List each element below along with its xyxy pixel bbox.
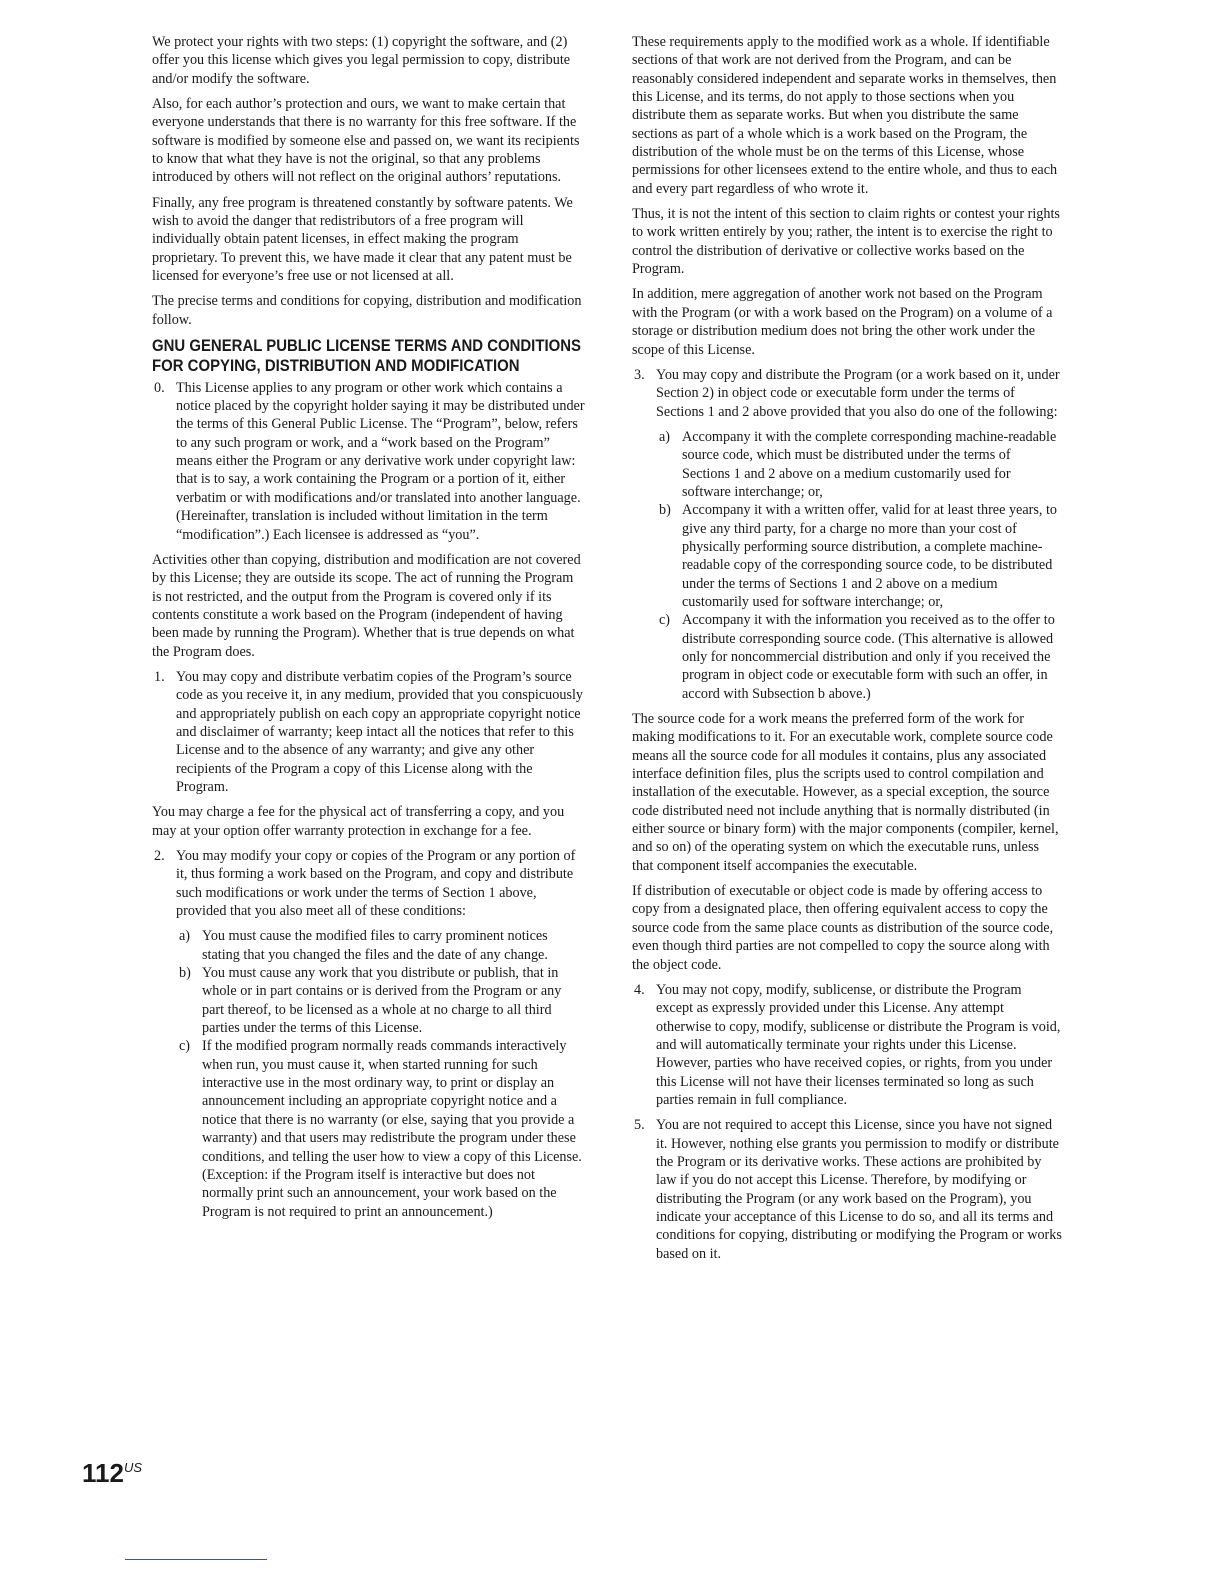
paragraph: These requirements apply to the modified work as a whole. If identifiable sections of that work are not derived from the Program, and can be reasonably considered independent and separate works in themselves, then this License, and its terms, do not apply to those sections when you distribute them as separate works. But when you distribute the same sections as part of a whole which is a work based on the Program, the distribution of the whole must be on the terms of this License, whose permissions for other licensees extend to the entire whole, and thus to each and every part regardless of who wrote it. <box>632 34 1058 197</box>
sub-item-text: Accompany it with the information you received as to the offer to distribute corresponding source code. (This alternative is allowed only for noncommercial distribution and only if you received the program in object code or executable form with such an offer, in accord with Subsection b above.) <box>682 612 1055 702</box>
sub-item-2b <box>152 964 585 1037</box>
paragraph: If distribution of executable or object code is made by offering access to copy from a designated place, then offering equivalent access to copy the source code from the same place counts as distribution of the source code, even though third parties are not compelled to copy the source along with the object code. <box>632 883 1054 973</box>
item-text: You may not copy, modify, sublicense, or distribute the Program except as expressly provided under this License. Any attempt otherwise to copy, modify, sublicense or distribute the Program is void, and will automatically terminate your rights under this License. However, parties who have received copies, or rights, from you under this License will not have their licenses terminated so long as such parties remain in full compliance. <box>656 981 1061 1108</box>
sub-item-2a <box>152 927 585 964</box>
sub-item-letter: c) <box>179 1038 191 1055</box>
item-number: 5. <box>634 1117 645 1134</box>
numbered-item-2 <box>152 847 585 920</box>
sub-item-3b <box>632 501 1062 611</box>
paragraph: Activities other than copying, distribution and modification are not covered by this License; they are outside its scope. The act of running the Program is not restricted, and the output from the Program is covered only if its contents constitute a work based on the Program (independent of having been made by running the Program). Whether that is true depends on what the Program does. <box>152 551 581 660</box>
footer-divider <box>125 1559 267 1560</box>
page-number <box>82 1458 142 1489</box>
item-number: 1. <box>154 668 165 685</box>
item-text: You may modify your copy or copies of the Program or any portion of it, thus forming a work based on the Program, and copy and distribute such modifications or work under the terms of Section 1 above, provided that you also meet all of these conditions: <box>176 848 576 920</box>
sub-list-2 <box>152 927 585 1221</box>
sub-item-letter: a) <box>659 428 671 445</box>
item-number: 0. <box>154 379 165 396</box>
paragraph: Also, for each author’s protection and ours, we want to make certain that everyone understands that there is no warranty for this free software. If the software is modified by someone else and passed on, we want its recipients to know that what they have is not the original, so that any problems introduced by others will not reflect on the original authors’ reputations. <box>152 96 580 186</box>
sub-item-letter: b) <box>179 965 191 982</box>
item-text: You may copy and distribute verbatim copies of the Program’s source code as you receive it, in any medium, provided that you conspicuously and appropriately publish on each copy an appropriate copyright notice and disclaimer of warranty; keep intact all the notices that refer to this License and to the absence of any warranty; and give any other recipients of the Program a copy of this License along with the Program. <box>176 668 584 795</box>
numbered-item-4 <box>632 981 1062 1109</box>
numbered-item-3 <box>632 366 1062 421</box>
numbered-item-5 <box>632 1116 1062 1263</box>
numbered-item-1 <box>152 668 585 796</box>
sub-item-letter: b) <box>659 502 671 519</box>
section-heading: GNU GENERAL PUBLIC LICENSE TERMS AND CONDITIONS FOR COPYING, DISTRIBUTION AND MODIFICATION <box>152 336 581 376</box>
item-text: You are not required to accept this License, since you have not signed it. However, nothing else grants you permission to modify or distribute the Program or its derivative works. These actions are prohibited by law if you do not accept this License. Therefore, by modifying or distributing the Program (or any work based on the Program), you indicate your acceptance of this License to do so, and all its terms and conditions for copying, distributing or modifying the Program or works based on it. <box>656 1117 1062 1262</box>
sub-item-3a <box>632 428 1062 501</box>
sub-item-text: You must cause the modified files to carry prominent notices stating that you changed the files and the date of any change. <box>202 928 548 963</box>
sub-list-3 <box>632 428 1062 703</box>
sub-item-text: If the modified program normally reads commands interactively when run, you must cause it, when started running for such interactive use in the most ordinary way, to print or display an announcement including an appropriate copyright notice and a notice that there is no warranty (or else, saying that you provide a warranty) and that users may redistribute the program under these conditions, and telling the user how to view a copy of this License. (Exception: if the Program itself is interactive but does not normally print such an announcement, your work based on the Program is not required to print an announcement.) <box>202 1038 582 1220</box>
right-column <box>632 33 1062 1270</box>
paragraph: We protect your rights with two steps: (1) copyright the software, and (2) offer you this license which gives you legal permission to copy, distribute and/or modify the software. <box>152 34 571 87</box>
paragraph: Finally, any free program is threatened constantly by software patents. We wish to avoid the danger that redistributors of a free program will individually obtain patent licenses, in effect making the program proprietary. To prevent this, we have made it clear that any patent must be licensed for everyone’s free use or not licensed at all. <box>152 194 573 285</box>
paragraph: The source code for a work means the preferred form of the work for making modifications to it. For an executable work, complete source code means all the source code for all modules it contains, plus any associated interface definition files, plus the scripts used to control compilation and installation of the executable. However, as a special exception, the source code distributed need not include anything that is normally distributed (in either source or binary form) with the major components (compiler, kernel, and so on) of the operating system on which the executable runs, unless that component itself accompanies the executable. <box>632 711 1059 874</box>
item-number: 2. <box>154 848 165 864</box>
item-number: 3. <box>634 366 645 383</box>
sub-item-text: Accompany it with the complete corresponding machine-readable source code, which must be distributed under the terms of Sections 1 and 2 above on a medium customarily used for software interchange; or, <box>682 428 1057 500</box>
sub-item-3c <box>632 611 1062 703</box>
item-number: 4. <box>634 981 645 998</box>
left-column <box>152 33 585 1228</box>
page-number-value: 112 <box>82 1458 124 1488</box>
sub-item-letter: a) <box>179 928 191 945</box>
paragraph: In addition, mere aggregation of another work not based on the Program with the Program (or with a work based on the Program) on a volume of a storage or distribution medium does not bring the other work under the scope of this License. <box>632 286 1053 358</box>
item-text: This License applies to any program or other work which contains a notice placed by the copyright holder saying it may be distributed under the terms of this General Public License. The “Program”, below, refers to any such program or work, and a “work based on the Program” means either the Program or any derivative work under copyright law: that is to say, a work containing the Program or a portion of it, either verbatim or with modifications and/or translated into another language. (Hereinafter, translation is included without limitation in the term “modification”.) Each licensee is addressed as “you”. <box>176 379 585 543</box>
region-code: US <box>123 1460 143 1475</box>
paragraph: You may charge a fee for the physical act of transferring a copy, and you may at your option offer warranty protection in exchange for a fee. <box>152 804 565 839</box>
paragraph: Thus, it is not the intent of this section to claim rights or contest your rights to work written entirely by you; rather, the intent is to exercise the right to control the distribution of derivative or collective works based on the Program. <box>632 206 1060 278</box>
item-text: You may copy and distribute the Program (or a work based on it, under Section 2) in object code or executable form under the terms of Sections 1 and 2 above provided that you also do one of the following: <box>656 366 1060 420</box>
sub-item-text: You must cause any work that you distribute or publish, that in whole or in part contains or is derived from the Program or any part thereof, to be licensed as a whole at no charge to all third parties under the terms of this License. <box>202 965 562 1037</box>
paragraph: The precise terms and conditions for copying, distribution and modification follow. <box>152 293 582 328</box>
numbered-item-0 <box>152 379 585 544</box>
sub-item-text: Accompany it with a written offer, valid for at least three years, to give any third party, for a charge no more than your cost of physically performing source distribution, a complete machine-readable copy of the corresponding source code, to be distributed under the terms of Sections 1 and 2 above on a medium customarily used for software interchange; or, <box>682 502 1058 610</box>
sub-item-letter: c) <box>659 612 671 629</box>
sub-item-2c <box>152 1037 585 1220</box>
